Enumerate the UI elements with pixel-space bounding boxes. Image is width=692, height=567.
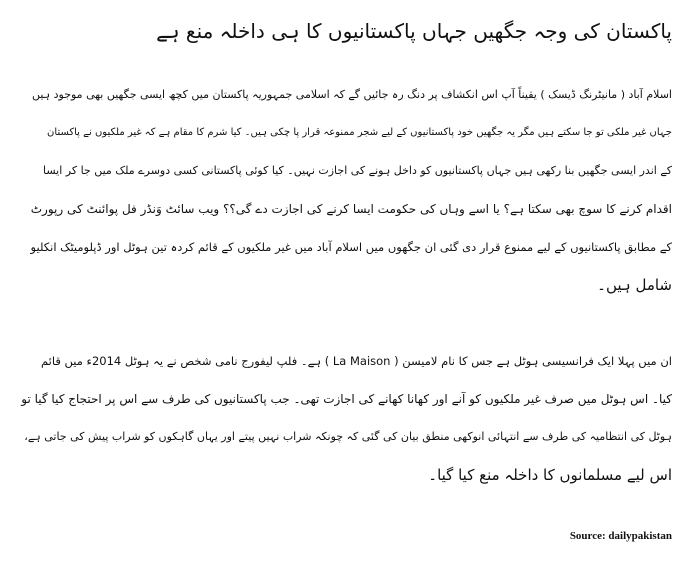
- article-paragraph-2: [17, 342, 672, 494]
- paragraph-line: اس لیے مسلمانوں کا داخلہ منع کیا گیا۔: [428, 466, 672, 484]
- paragraph-line: اسلام آباد ( مانیٹرنگ ڈیسک ) یقیناً آپ اس انکشاف پر دنگ رہ جائیں گے کہ اسلامی جمہوریہ پاکستان میں کچھ ایسی جگھیں بھی موجود ہیں: [31, 88, 672, 101]
- paragraph-line: کیا۔ اس ہوٹل میں صرف غیر ملکیوں کو آنے اور کھانا کھانے کی اجازت تھی۔ جب پاکستانیوں کی طرف سے اس پر احتجاج کیا گیا تو: [21, 392, 672, 406]
- paragraph-line: شامل ہیں۔: [597, 276, 672, 294]
- paragraph-line: کے اندر ایسی جگھیں بنا رکھی ہیں جہاں پاکستانیوں کو داخل ہونے کی اجازت نہیں۔ کیا کوئی پاکستانی کسی دوسرے ملک میں جا کر ایسا: [43, 164, 672, 177]
- paragraph-line: اقدام کرنے کا سوچ بھی سکتا ہے؟ یا اسے وہاں کی حکومت ایسا کرنے کی اجازت دے گی؟؟ ویب سائٹ وَنڈر فل پوائنٹ کی رپورٹ: [30, 202, 672, 216]
- paragraph-line: ہوٹل کی انتظامیہ کی طرف سے انتہائی انوکھی منطق بیان کی گئی کہ چونکہ شراب نہیں پیتے اور یہاں گاہکوں کو شراب پیش کی جاتی ہے،: [24, 430, 672, 443]
- article-title: پاکستان کی وجہ جگھیں جہاں پاکستانیوں کا ہی داخلہ منع ہے: [156, 19, 672, 43]
- paragraph-line: جہاں غیر ملکی تو جا سکتے ہیں مگر یہ جگھیں خود پاکستانیوں کے لیے شجر ممنوعہ قرار پا چکی ہیں۔ کیا شرم کا مقام ہے کہ غیر ملکیوں نے پاکستان: [47, 127, 672, 138]
- source-credit: Source: dailypakistan: [569, 530, 672, 542]
- paragraph-line: کے مطابق پاکستانیوں کے لیے ممنوع قرار دی گئی ان جگھوں میں اسلام آباد میں غیر ملکیوں کے قائم کردہ تین ہوٹل اور ڈپلومیٹک انکلیو: [30, 240, 672, 254]
- article-paragraph-1: [17, 76, 672, 304]
- paragraph-line: ان میں پہلا ایک فرانسیسی ہوٹل ہے جس کا نام لامیسن ( La Maison ) ہے۔ فلپ لیفورج نامی شخص نے یہ ہوٹل 2014ء میں قائم: [40, 354, 672, 368]
